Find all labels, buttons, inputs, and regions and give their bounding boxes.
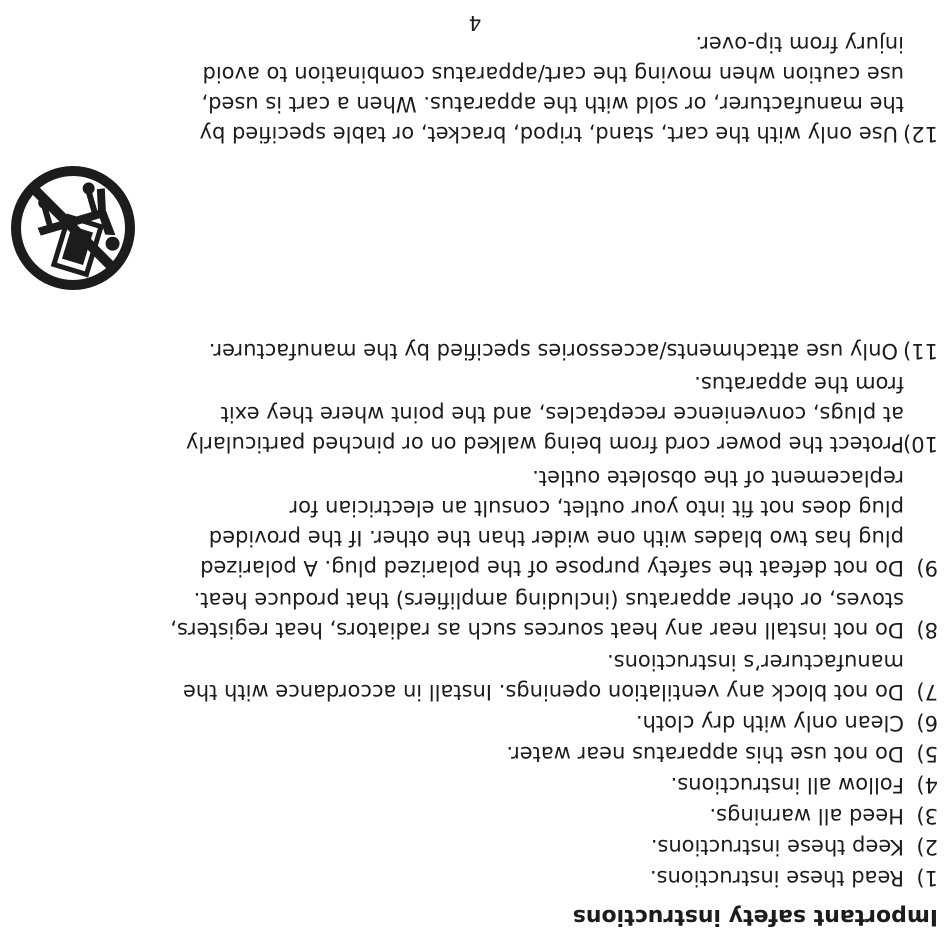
instruction-item-6	[18, 708, 938, 738]
item-text: Follow all instructions.	[670, 773, 904, 797]
instruction-item-4	[18, 770, 938, 800]
item-text: Read these instructions.	[649, 866, 904, 890]
instruction-item-2	[18, 832, 938, 862]
instruction-item-9	[18, 463, 938, 583]
cart-tip-over-warning-icon	[8, 163, 138, 293]
item-text: Clean only with dry cloth.	[635, 711, 904, 735]
item-number: 5)	[916, 742, 938, 766]
instruction-item-5	[18, 739, 938, 769]
item-text: Do not use this apparatus near water.	[506, 742, 904, 766]
item-number: 9)	[916, 556, 938, 580]
item-number: 8)	[916, 618, 938, 642]
item-number: 4)	[916, 773, 938, 797]
item-number: 11)	[903, 339, 938, 363]
instruction-item-12	[18, 29, 938, 149]
item-text: Do not install near any heat sources such as radiators, heat registers,	[170, 618, 904, 642]
item-text: stoves, or other apparatus (including amplifiers) that produce heat.	[193, 588, 904, 612]
item-text: Do not defeat the safety purpose of the polarized plug. A polarized	[200, 556, 904, 580]
item-number: 7)	[916, 680, 938, 704]
item-text: Heed all warnings.	[709, 804, 904, 828]
item-text: the manufacturer, or sold with the apparatus. When a cart is used,	[201, 92, 904, 116]
instruction-item-3	[18, 801, 938, 831]
item-text: use caution when moving the cart/apparatus combination to avoid	[202, 62, 904, 86]
instruction-item-7	[18, 647, 938, 707]
item-text: Do not block any ventilation openings. Install in accordance with the	[182, 680, 904, 704]
instruction-item-1	[18, 863, 938, 893]
item-number: 1)	[916, 866, 938, 890]
item-text: plug has two blades with one wider than the other. If the provided	[208, 526, 904, 550]
item-number: 12)	[903, 122, 938, 146]
item-text: injury from tip-over.	[695, 32, 904, 56]
item-number: 2)	[916, 835, 938, 859]
item-number: 6)	[916, 711, 938, 735]
item-text: Protect the power cord from being walked on or pinched particularly	[185, 432, 904, 456]
item-number: 3)	[916, 804, 938, 828]
section-title: Important safety instructions	[572, 904, 938, 929]
item-text: plug does not fit into your outlet, consult an electrician for	[289, 496, 904, 520]
item-number: 10)	[903, 432, 938, 456]
item-text: from the apparatus.	[694, 372, 904, 396]
item-text: Only use attachments/accessories specified by the manufacturer.	[208, 339, 898, 363]
instruction-item-10	[18, 369, 938, 459]
item-text: Use only with the cart, stand, tripod, bracket, or table specified by	[199, 122, 898, 146]
instruction-item-11	[18, 336, 938, 366]
item-text: Keep these instructions.	[650, 835, 904, 859]
item-text: at plugs, convenience receptacles, and the point where they exit	[220, 402, 904, 426]
page-number: 4	[468, 11, 482, 35]
instruction-item-8	[18, 585, 938, 645]
item-text: replacement of the obsolete outlet.	[532, 466, 904, 490]
item-text: manufacturer’s instructions.	[607, 650, 904, 674]
